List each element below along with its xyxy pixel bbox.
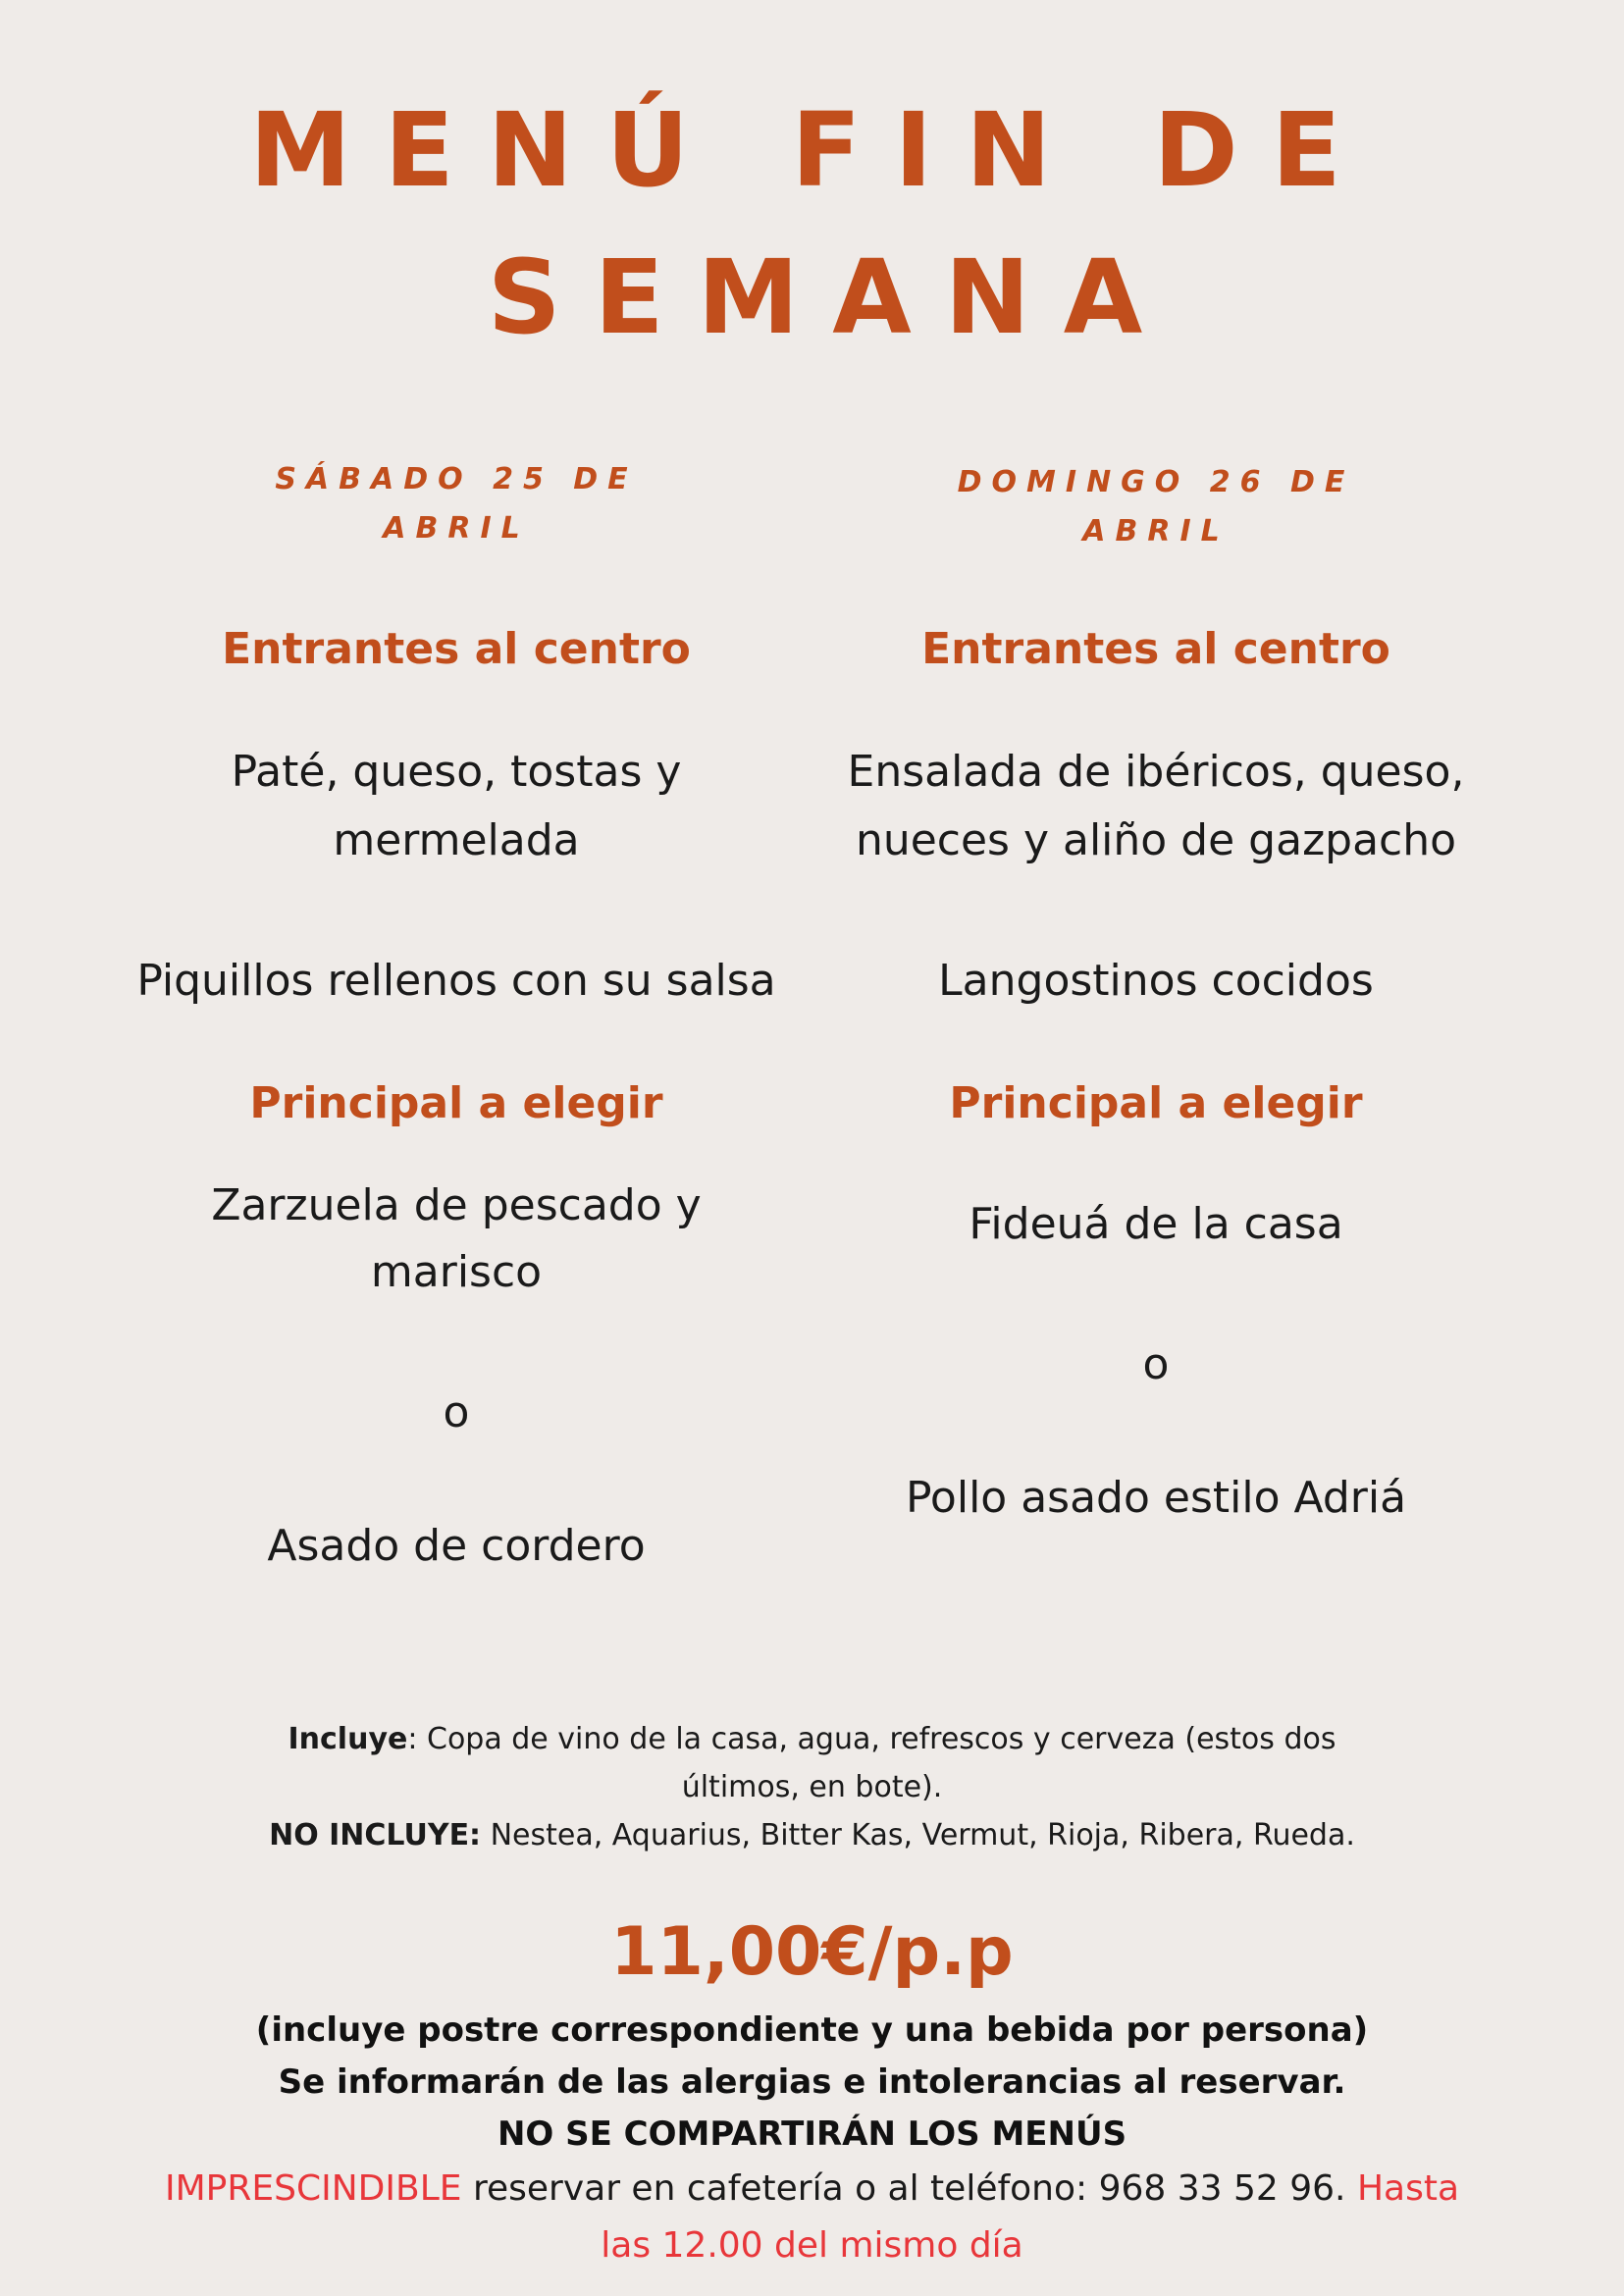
- saturday-main1-line2: marisco: [370, 1247, 543, 1297]
- sunday-starter1-line1: Ensalada de ibéricos, queso,: [847, 747, 1465, 797]
- saturday-starter2: Piquillos rellenos con su salsa: [136, 956, 776, 1006]
- sunday-starter2: Langostinos cocidos: [938, 956, 1374, 1006]
- reservation-line1: [128, 2161, 1496, 2218]
- sunday-main1: Fideuá de la casa: [969, 1199, 1343, 1249]
- sunday-starters-heading: Entrantes al centro: [921, 624, 1390, 674]
- note-dessert-drink: (incluye postre correspondiente y una bebida por persona): [255, 2010, 1369, 2050]
- includes-text-line1: : Copa de vino de la casa, agua, refrescos y cerveza (estos dos: [407, 1722, 1336, 1756]
- saturday-starter1-line1: Paté, queso, tostas y: [231, 747, 682, 797]
- not-included-line: [245, 1811, 1379, 1860]
- sunday-mains-heading: Principal a elegir: [949, 1078, 1363, 1128]
- reservation-text: reservar en cafetería o al teléfono: 968 33 52 96.: [461, 2168, 1357, 2209]
- saturday-or: o: [443, 1387, 470, 1437]
- sunday-date-line2: ABRIL: [1082, 514, 1230, 548]
- sunday-or: o: [1142, 1339, 1170, 1389]
- price: 11,00€/p.p: [610, 1913, 1014, 1991]
- saturday-starters-heading: Entrantes al centro: [222, 624, 691, 674]
- saturday-main1-line1: Zarzuela de pescado y: [211, 1180, 702, 1230]
- menu-title-line1: MENÚ FIN DE: [249, 90, 1375, 210]
- note-allergies: Se informarán de las alergias e intolerancias al reservar.: [278, 2062, 1346, 2102]
- includes-line1: [245, 1715, 1379, 1764]
- menu-title-line2: SEMANA: [487, 237, 1177, 357]
- imprescindible-label: IMPRESCINDIBLE: [164, 2168, 462, 2209]
- saturday-date-line1: SÁBADO 25 DE: [275, 462, 638, 496]
- includes-text-line2: últimos, en bote).: [681, 1770, 943, 1804]
- saturday-mains-heading: Principal a elegir: [249, 1078, 663, 1128]
- sunday-date-line1: DOMINGO 26 DE: [957, 465, 1355, 499]
- deadline-line1: Hasta: [1356, 2168, 1460, 2209]
- sunday-main2: Pollo asado estilo Adriá: [905, 1473, 1407, 1523]
- saturday-date-line2: ABRIL: [383, 511, 530, 546]
- saturday-starter1-line2: mermelada: [333, 815, 580, 865]
- saturday-main2: Asado de cordero: [267, 1521, 646, 1571]
- not-included-text: Nestea, Aquarius, Bitter Kas, Vermut, Rioja, Ribera, Rueda.: [481, 1818, 1355, 1852]
- deadline-line2: las 12.00 del mismo día: [601, 2225, 1023, 2266]
- sunday-starter1-line2: nueces y aliño de gazpacho: [855, 815, 1457, 865]
- includes-label: Incluye: [288, 1722, 408, 1756]
- note-no-sharing: NO SE COMPARTIRÁN LOS MENÚS: [497, 2114, 1127, 2154]
- not-included-label: NO INCLUYE:: [269, 1818, 482, 1852]
